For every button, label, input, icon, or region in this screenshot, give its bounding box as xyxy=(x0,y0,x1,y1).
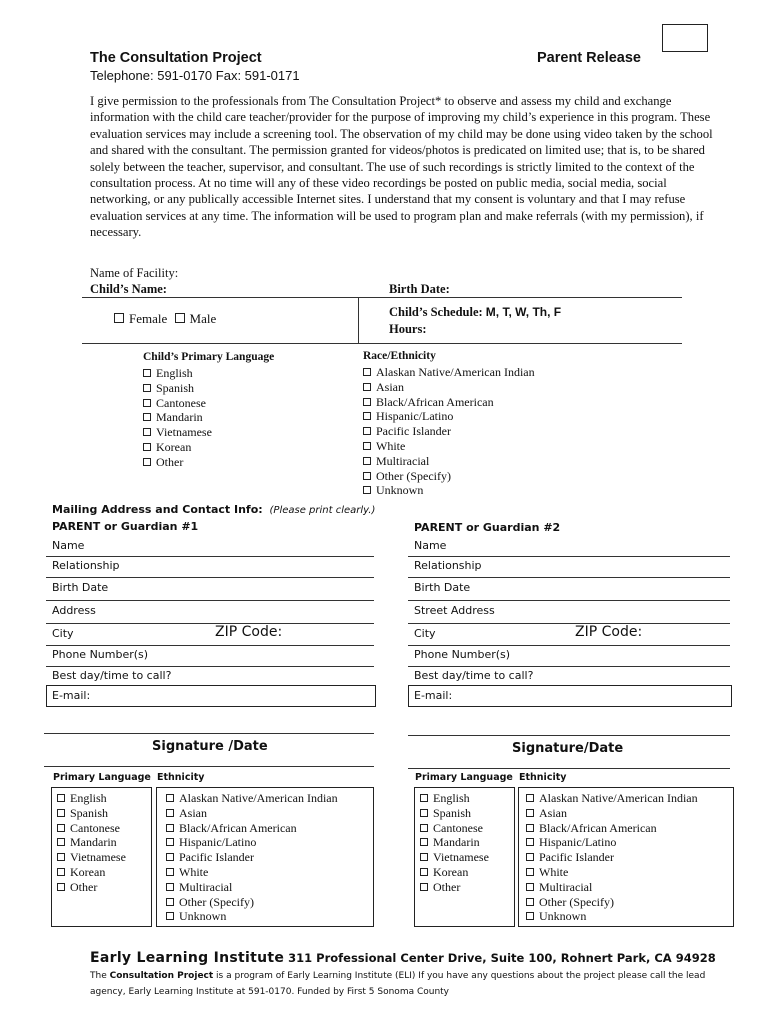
list-item[interactable]: Mandarin xyxy=(143,410,212,425)
list-item[interactable]: Other (Specify) xyxy=(526,895,698,910)
guardian1-title: PARENT or Guardian #1 xyxy=(52,520,199,533)
schedule-row xyxy=(389,305,561,320)
list-item[interactable]: Black/African American xyxy=(363,395,535,410)
guardian1-lang-label: Primary Language xyxy=(53,772,151,783)
child-language-list xyxy=(143,366,212,470)
checkbox[interactable] xyxy=(143,399,151,407)
schedule-label: Child’s Schedule: xyxy=(389,305,483,319)
checkbox[interactable] xyxy=(526,794,534,802)
list-item[interactable]: Multiracial xyxy=(526,880,698,895)
rule xyxy=(46,666,374,667)
list-item[interactable]: Asian xyxy=(166,806,338,821)
guardian1-eth-label: Ethnicity xyxy=(157,772,205,783)
checkbox[interactable] xyxy=(166,838,174,846)
guardian2-signature-line[interactable] xyxy=(408,735,730,736)
checkbox[interactable] xyxy=(363,457,371,465)
list-item[interactable]: Other xyxy=(143,455,212,470)
list-item[interactable]: Mandarin xyxy=(420,835,489,850)
list-item[interactable]: Other (Specify) xyxy=(166,895,338,910)
checkbox[interactable] xyxy=(57,838,65,846)
list-item[interactable]: Cantonese xyxy=(57,821,126,836)
checkbox[interactable] xyxy=(526,824,534,832)
checkbox[interactable] xyxy=(57,883,65,891)
checkbox[interactable] xyxy=(363,412,371,420)
list-item[interactable]: Other (Specify) xyxy=(363,469,535,484)
guardian1-language-list xyxy=(57,791,126,895)
checkbox[interactable] xyxy=(166,794,174,802)
guardian1-signature-line[interactable] xyxy=(44,733,374,734)
permission-paragraph: I give permission to the professionals from The Consultation Project* to observe and assess my child and exchange information with the child care teacher/provider for the purpose of improving my child’s experience in this program. These evaluation services may include a screening tool. The observation of my child may be done using video taken by the school and shared with the consultant. The permission granted for videos/photos is predicated on limited use; that is, to be shared solely between the teacher, supervisor, and consultant. The use of such recordings is strictly limited to the context of the consultation process. At no time will any of these video recordings be posted on public media, social media, social networking, or any publically accessible Internet sites. I understand that my consent is voluntary and that I may refuse evaluation services at any time. The information will be used to program plan and make referrals (with my permission), if necessary. xyxy=(90,94,713,240)
list-item[interactable]: Alaskan Native/American Indian xyxy=(526,791,698,806)
guardian1-name-field[interactable]: Name xyxy=(52,539,85,552)
checkbox[interactable] xyxy=(420,838,428,846)
guardian1-email-label: E-mail: xyxy=(52,689,91,702)
telephone-line: Telephone: 591-0170 Fax: 591-0171 xyxy=(90,68,300,83)
checkbox[interactable] xyxy=(420,809,428,817)
rule xyxy=(408,666,730,667)
form-title: Parent Release xyxy=(537,50,641,66)
guardian2-lang-label: Primary Language xyxy=(415,772,513,783)
guardian2-address-field[interactable]: Street Address xyxy=(414,604,495,617)
guardian2-city-field[interactable]: City xyxy=(414,627,436,640)
rule xyxy=(408,556,730,557)
list-item[interactable]: Hispanic/Latino xyxy=(363,409,535,424)
list-item[interactable]: Unknown xyxy=(526,909,698,924)
list-item[interactable]: Other xyxy=(57,880,126,895)
male-label: Male xyxy=(189,311,217,326)
list-item[interactable]: Cantonese xyxy=(143,396,212,411)
facility-label: Name of Facility: xyxy=(90,266,179,280)
list-item[interactable]: Unknown xyxy=(166,909,338,924)
list-item[interactable]: English xyxy=(57,791,126,806)
list-item[interactable]: Korean xyxy=(420,865,489,880)
guardian2-relationship-field[interactable]: Relationship xyxy=(414,559,482,572)
child-top-rule xyxy=(82,297,682,298)
list-item[interactable]: Vietnamese xyxy=(420,850,489,865)
guardian1-ethnicity-list xyxy=(166,791,338,924)
guardian1-best-time-field[interactable]: Best day/time to call? xyxy=(52,669,172,682)
guardian1-city-field[interactable]: City xyxy=(52,627,74,640)
checkbox[interactable] xyxy=(420,824,428,832)
checkbox[interactable] xyxy=(363,383,371,391)
checkbox[interactable] xyxy=(420,868,428,876)
checkbox[interactable] xyxy=(363,442,371,450)
list-item[interactable]: English xyxy=(143,366,212,381)
list-item[interactable]: White xyxy=(363,439,535,454)
list-item[interactable]: Alaskan Native/American Indian xyxy=(166,791,338,806)
child-divider xyxy=(358,297,359,343)
checkbox[interactable] xyxy=(143,413,151,421)
checkbox[interactable] xyxy=(420,794,428,802)
guardian1-birth-field[interactable]: Birth Date xyxy=(52,581,109,594)
race-title: Race/Ethnicity xyxy=(363,350,436,362)
footer-note: The Consultation Project is a program of Early Learning Institute (ELI) If you have any questions about the project please call the lead agency, Early Learning Institute at 591-0170. Funded by First 5 Sonoma County xyxy=(90,971,706,997)
list-item[interactable]: Korean xyxy=(143,440,212,455)
checkbox[interactable] xyxy=(166,824,174,832)
list-item[interactable]: Spanish xyxy=(57,806,126,821)
list-item[interactable]: Spanish xyxy=(420,806,489,821)
guardian2-eth-label: Ethnicity xyxy=(519,772,567,783)
list-item[interactable]: Black/African American xyxy=(526,821,698,836)
checkbox[interactable] xyxy=(526,883,534,891)
signature-underline-right xyxy=(408,768,730,769)
male-checkbox[interactable] xyxy=(175,313,185,323)
guardian2-phone-field[interactable]: Phone Number(s) xyxy=(414,648,511,661)
rule xyxy=(408,645,730,646)
gender-options xyxy=(114,311,216,327)
guardian2-ethnicity-list xyxy=(526,791,698,924)
list-item[interactable]: Alaskan Native/American Indian xyxy=(363,365,535,380)
rule xyxy=(46,600,374,601)
guardian2-signature-label: Signature/Date xyxy=(512,741,624,756)
guardian2-language-list xyxy=(420,791,489,895)
checkbox[interactable] xyxy=(166,898,174,906)
guardian2-email-label: E-mail: xyxy=(414,689,453,702)
office-use-box xyxy=(662,24,708,52)
list-item[interactable]: Spanish xyxy=(143,381,212,396)
list-item[interactable]: Asian xyxy=(526,806,698,821)
female-label: Female xyxy=(129,311,168,326)
rule xyxy=(46,577,374,578)
rule xyxy=(46,556,374,557)
list-item[interactable]: Pacific Islander xyxy=(166,850,338,865)
list-item[interactable]: Hispanic/Latino xyxy=(526,835,698,850)
list-item[interactable]: Vietnamese xyxy=(57,850,126,865)
guardian1-phone-field[interactable]: Phone Number(s) xyxy=(52,648,149,661)
signature-underline-left xyxy=(44,766,374,767)
checkbox[interactable] xyxy=(143,458,151,466)
footer-org: Early Learning Institute xyxy=(90,950,285,966)
guardian1-relationship-field[interactable]: Relationship xyxy=(52,559,120,572)
checkbox[interactable] xyxy=(166,809,174,817)
guardian1-zip-label: ZIP Code: xyxy=(215,624,283,640)
list-item[interactable]: Vietnamese xyxy=(143,425,212,440)
guardian2-birth-field[interactable]: Birth Date xyxy=(414,581,471,594)
list-item[interactable]: Cantonese xyxy=(420,821,489,836)
guardian1-email-field[interactable] xyxy=(46,685,376,707)
checkbox[interactable] xyxy=(143,369,151,377)
list-item[interactable]: White xyxy=(166,865,338,880)
guardian2-zip-label: ZIP Code: xyxy=(575,624,643,640)
rule xyxy=(46,645,374,646)
checkbox[interactable] xyxy=(526,898,534,906)
hours-label: Hours: xyxy=(389,322,427,336)
mailing-title: Mailing Address and Contact Info: (Please print clearly.) xyxy=(52,503,376,516)
guardian2-name-field[interactable]: Name xyxy=(414,539,447,552)
checkbox[interactable] xyxy=(57,853,65,861)
guardian1-signature-label: Signature /Date xyxy=(152,739,268,754)
checkbox[interactable] xyxy=(166,853,174,861)
list-item[interactable]: Multiracial xyxy=(166,880,338,895)
rule xyxy=(408,623,730,624)
child-language-title: Child’s Primary Language xyxy=(143,351,275,363)
list-item[interactable]: White xyxy=(526,865,698,880)
list-item[interactable]: English xyxy=(420,791,489,806)
list-item[interactable]: Pacific Islander xyxy=(363,424,535,439)
mailing-note: (Please print clearly.) xyxy=(269,505,376,516)
checkbox[interactable] xyxy=(363,398,371,406)
list-item[interactable]: Asian xyxy=(363,380,535,395)
checkbox[interactable] xyxy=(526,868,534,876)
rule xyxy=(408,600,730,601)
checkbox[interactable] xyxy=(143,428,151,436)
checkbox[interactable] xyxy=(57,794,65,802)
checkbox[interactable] xyxy=(363,472,371,480)
list-item[interactable]: Multiracial xyxy=(363,454,535,469)
guardian2-email-field[interactable] xyxy=(408,685,732,707)
list-item[interactable]: Black/African American xyxy=(166,821,338,836)
child-name-label: Child’s Name: xyxy=(90,282,167,296)
footer-org-line xyxy=(90,950,716,966)
checkbox[interactable] xyxy=(363,427,371,435)
checkbox[interactable] xyxy=(57,824,65,832)
checkbox[interactable] xyxy=(166,912,174,920)
list-item[interactable]: Hispanic/Latino xyxy=(166,835,338,850)
checkbox[interactable] xyxy=(166,868,174,876)
checkbox[interactable] xyxy=(526,838,534,846)
guardian2-best-time-field[interactable]: Best day/time to call? xyxy=(414,669,534,682)
list-item[interactable]: Pacific Islander xyxy=(526,850,698,865)
guardian1-address-field[interactable]: Address xyxy=(52,604,96,617)
list-item[interactable]: Other xyxy=(420,880,489,895)
checkbox[interactable] xyxy=(363,368,371,376)
rule xyxy=(46,623,374,624)
list-item[interactable]: Unknown xyxy=(363,483,535,498)
checkbox[interactable] xyxy=(526,809,534,817)
checkbox[interactable] xyxy=(526,912,534,920)
guardian2-title: PARENT or Guardian #2 xyxy=(414,521,561,534)
checkbox[interactable] xyxy=(420,883,428,891)
footer-address: 311 Professional Center Drive, Suite 100, Rohnert Park, CA 94928 xyxy=(288,951,716,965)
checkbox[interactable] xyxy=(143,443,151,451)
checkbox[interactable] xyxy=(526,853,534,861)
female-checkbox[interactable] xyxy=(114,313,124,323)
birth-date-label: Birth Date: xyxy=(389,282,450,296)
schedule-days: M, T, W, Th, F xyxy=(485,305,562,319)
list-item[interactable]: Korean xyxy=(57,865,126,880)
child-bottom-rule xyxy=(82,343,682,344)
checkbox[interactable] xyxy=(363,486,371,494)
checkbox[interactable] xyxy=(166,883,174,891)
rule xyxy=(408,577,730,578)
list-item[interactable]: Mandarin xyxy=(57,835,126,850)
org-title: The Consultation Project xyxy=(90,50,262,66)
checkbox[interactable] xyxy=(143,384,151,392)
race-list xyxy=(363,365,535,498)
checkbox[interactable] xyxy=(57,809,65,817)
checkbox[interactable] xyxy=(57,868,65,876)
checkbox[interactable] xyxy=(420,853,428,861)
